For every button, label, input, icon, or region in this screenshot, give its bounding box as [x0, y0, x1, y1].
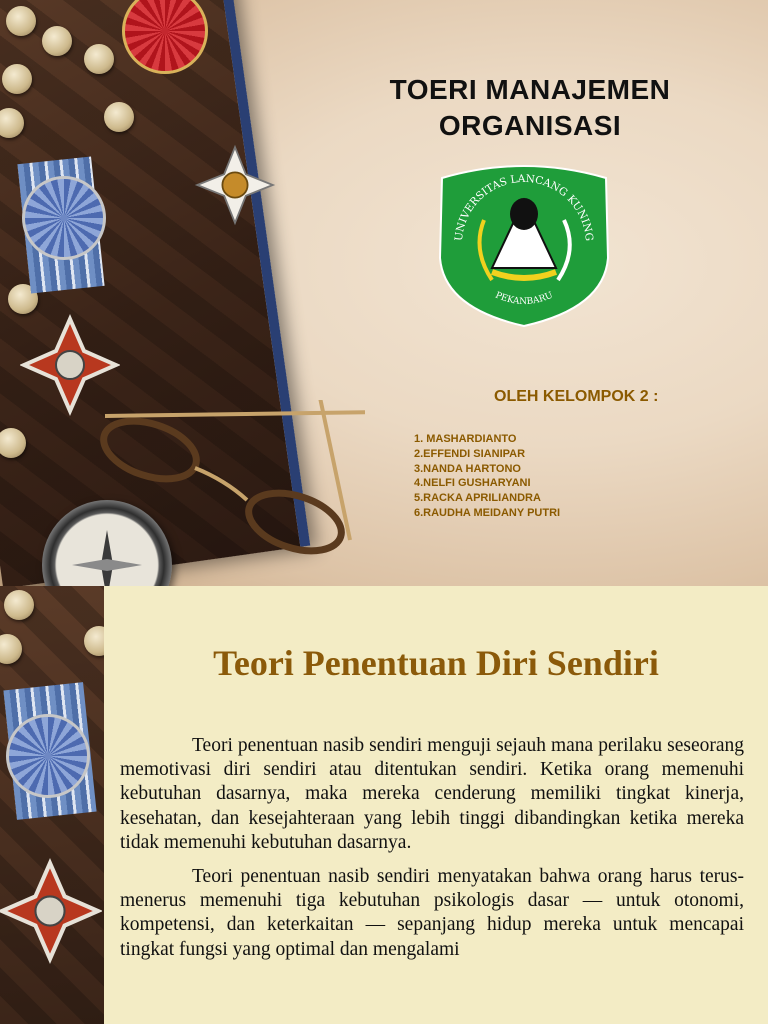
content-slide [0, 586, 768, 1024]
title-line-1: TOERI MANAJEMEN [389, 74, 671, 105]
compass-decoration [42, 500, 172, 586]
member-item: 6.RAUDHA MEIDANY PUTRI [414, 506, 561, 519]
member-item: 1. MASHARDIANTO [414, 433, 517, 445]
coin-decoration [0, 634, 22, 664]
member-item: 4.NELFI GUSHARYANI [414, 477, 531, 490]
coin-decoration [104, 102, 134, 132]
blue-rosette-decoration [6, 714, 90, 798]
title-slide-heading [360, 72, 700, 144]
group-label: OLEH KELOMPOK 2 : [494, 388, 659, 405]
member-item: 2.EFFENDI SIANIPAR [414, 447, 526, 460]
member-item: 3.NANDA HARTONO [414, 462, 521, 475]
title-line-2: ORGANISASI [438, 110, 622, 141]
content-body [120, 734, 744, 972]
member-item: 5.RACKA APRILIANDRA [414, 492, 541, 505]
logo-arc-text: UNIVERSITAS LANCANG KUNING [452, 172, 596, 242]
university-logo [432, 160, 616, 328]
content-slide-title: Teori Penentuan Diri Sendiri [213, 643, 659, 683]
blue-rosette-decoration [22, 176, 106, 260]
coin-decoration [84, 44, 114, 74]
coin-decoration [2, 64, 32, 94]
maltese-cross-icon [190, 140, 280, 230]
coin-decoration [84, 626, 104, 656]
medal-strip-background [0, 586, 104, 1024]
coin-decoration [6, 6, 36, 36]
logo-bottom-text: PEKANBARU [493, 290, 555, 308]
coin-decoration [42, 26, 72, 56]
body-paragraph: Teori penentuan nasib sendiri menyatakan bahwa orang harus terus-menerus memenuhi tiga kebutuhan psikologis dasar — untuk otonomi, kompetensi, dan keterkaitan — sepanjang hidup mereka untuk mencapai tingkat fungsi yang optimal dan mengalami [120, 866, 744, 960]
member-list [414, 432, 560, 521]
coin-decoration [4, 590, 34, 620]
maltese-cross-icon [0, 856, 102, 966]
body-paragraph: Teori penentuan nasib sendiri menguji sejauh mana perilaku seseorang memotivasi diri sendiri atau ditentukan sendiri. Ketika orang memenuhi kebutuhan dasarnya, maka mereka cenderung memiliki tingkat kinerja, kesehatan, dan kesejahteraan yang lebih tinggi dibandingkan ketika mereka tidak memenuhi kebutuhan dasarnya. [120, 735, 744, 853]
